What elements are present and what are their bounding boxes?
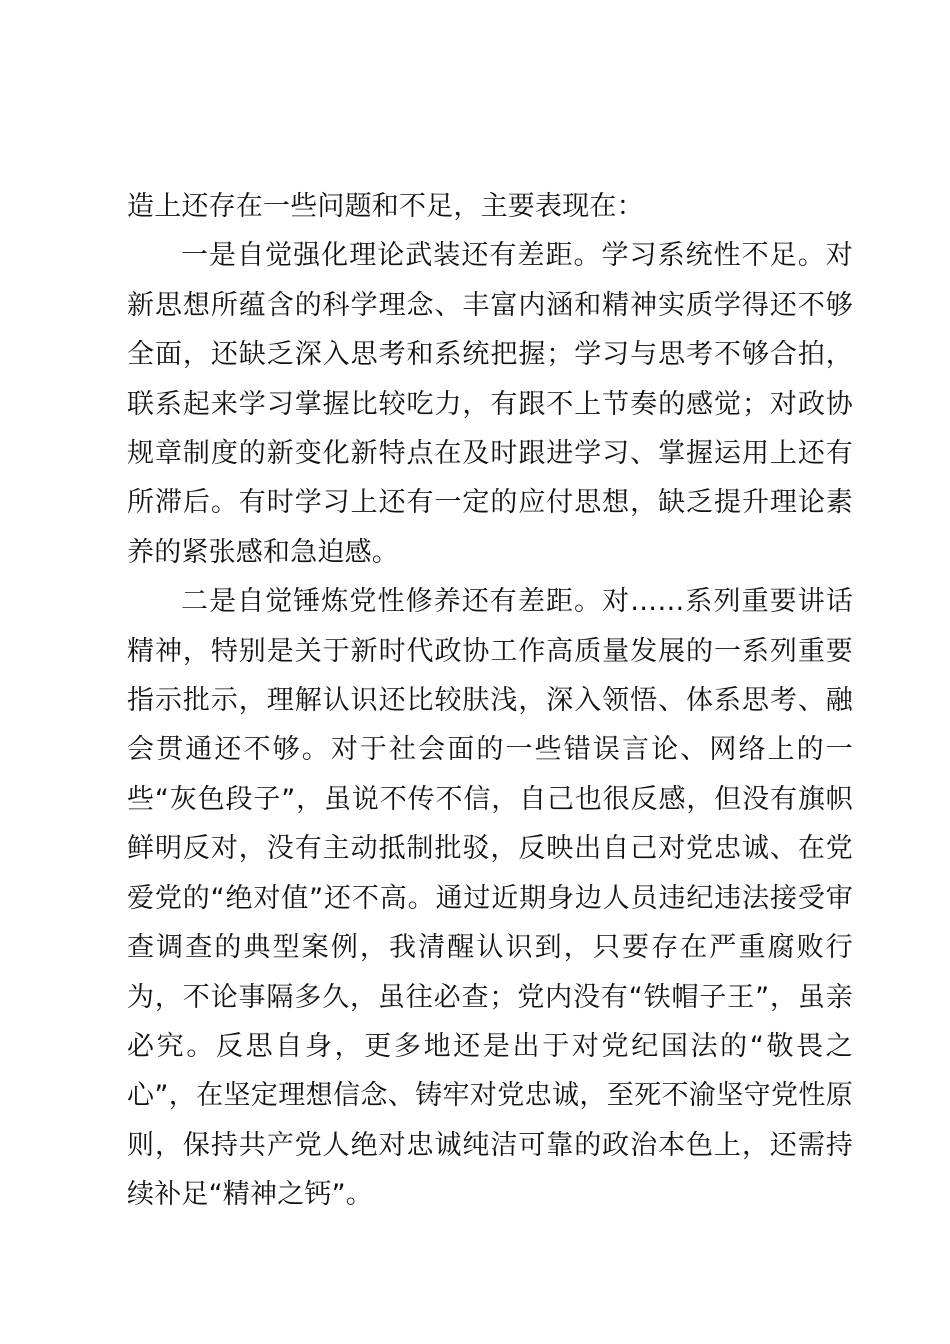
document-body bbox=[127, 182, 853, 1220]
paragraph-continuation: 造上还存在一些问题和不足，主要表现在： bbox=[127, 191, 644, 222]
paragraph-point-two: 二是自觉锤炼党性修养还有差距。对……系列重要讲话精神，特别是关于新时代政协工作高质量发展的一系列重要指示批示，理解认识还比较肤浅，深入领悟、体系思考、融会贯通还不够。对于社会面的一些错误言论、网络上的一些“灰色段子”，虽说不传不信，自己也很反感，但没有旗帜鲜明反对，没有主动抵制批驳，反映出自己对党忠诚、在党爱党的“绝对值”还不高。通过近期身边人员违纪违法接受审查调查的典型案例，我清醒认识到，只要存在严重腐败行为，不论事隔多久，虽往必查；党内没有“铁帽子王”，虽亲必究。反思自身，更多地还是出于对党纪国法的“敬畏之心”，在坚定理想信念、铸牢对党忠诚，至死不渝坚守党性原则，保持共产党人绝对忠诚纯洁可靠的政治本色上，还需持续补足“精神之钙”。 bbox=[127, 586, 853, 1211]
paragraph-point-one: 一是自觉强化理论武装还有差距。学习系统性不足。对新思想所蕴含的科学理念、丰富内涵和精神实质学得还不够全面，还缺乏深入思考和系统把握；学习与思考不够合拍，联系起来学习掌握比较吃力，有跟不上节奏的感觉；对政协规章制度的新变化新特点在及时跟进学习、掌握运用上还有所滞后。有时学习上还有一定的应付思想，缺乏提升理论素养的紧张感和急迫感。 bbox=[127, 240, 853, 568]
